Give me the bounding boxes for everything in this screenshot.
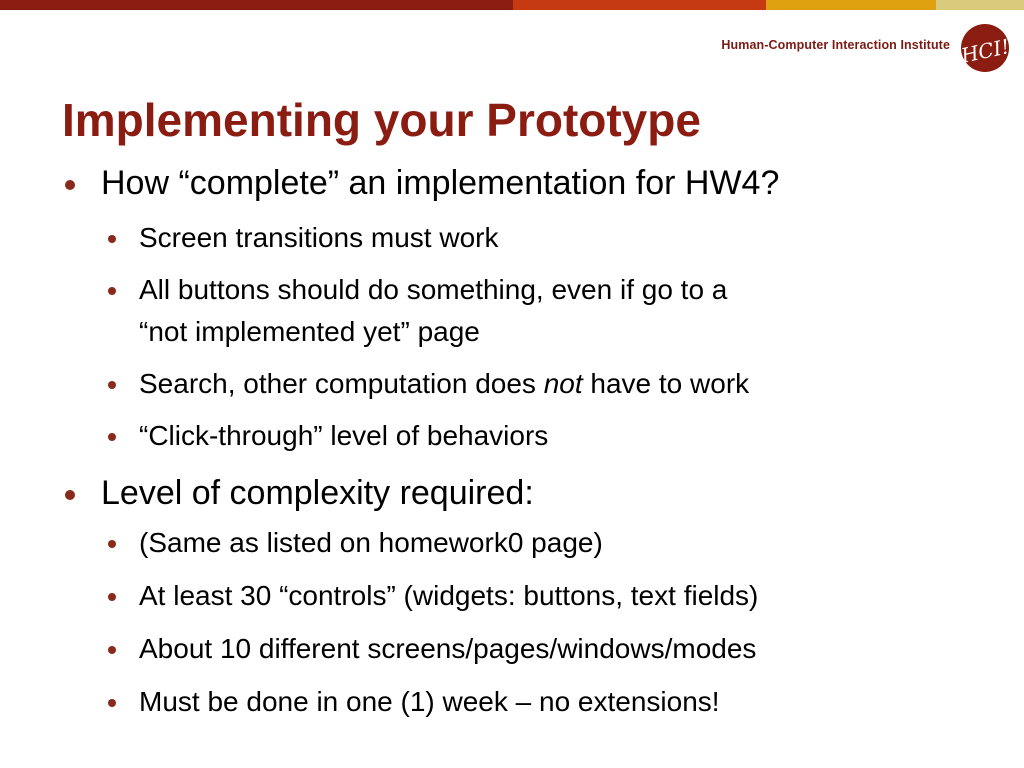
hci-logo-icon — [958, 16, 1012, 74]
logo-lettering: HCI! — [958, 34, 1012, 68]
bar-segment-orange — [513, 0, 766, 10]
sub-bullet-dot — [108, 287, 116, 295]
sub-bullet-dot — [108, 381, 116, 389]
sub-bullet — [101, 575, 992, 617]
bar-segment-tan — [936, 0, 1024, 10]
sub-bullet — [101, 522, 992, 564]
sub-bullet-text: All buttons should do something, even if go to a — [139, 274, 728, 305]
sub-bullet-text: Screen transitions must work — [139, 222, 499, 253]
sub-bullet — [101, 628, 992, 670]
sub-bullet-text: At least 30 “controls” (widgets: buttons, text fields) — [139, 580, 759, 611]
bullet-level1 — [62, 160, 992, 206]
bullet-text: Level of complexity required: — [101, 474, 534, 512]
sub-bullet-dot — [108, 540, 116, 548]
sub-bullet-text — [139, 363, 992, 405]
institute-name: Human-Computer Interaction Institute — [721, 38, 950, 52]
bar-segment-gold — [766, 0, 936, 10]
sub-bullet-text: (Same as listed on homework0 page) — [139, 527, 603, 558]
sub-bullet-dot — [108, 699, 116, 707]
sub-bullet-text-before: Search, other computation does — [139, 368, 544, 399]
slide-content — [62, 160, 992, 723]
bullet-dot — [65, 490, 75, 500]
sub-bullet-dot — [108, 235, 116, 243]
bullet-dot — [65, 180, 75, 190]
sub-bullet-dot — [108, 646, 116, 654]
top-color-bar — [0, 0, 1024, 10]
sub-bullet-dot — [108, 593, 116, 601]
sub-bullet-dot — [108, 433, 116, 441]
sub-bullet — [101, 217, 992, 259]
emphasis-text: not — [543, 368, 583, 399]
sub-bullet-text: “Click-through” level of behaviors — [139, 420, 549, 451]
sub-bullet — [101, 363, 992, 405]
sub-bullet-text-continued: “not implemented yet” page — [139, 316, 480, 347]
sub-bullet-text-after: have to work — [582, 368, 750, 399]
sub-bullet — [101, 681, 992, 723]
bar-segment-dark-red — [0, 0, 513, 10]
sub-bullet-text: About 10 different screens/pages/windows/modes — [139, 633, 757, 664]
slide-title: Implementing your Prototype — [62, 94, 701, 146]
institute-logo — [721, 16, 1012, 74]
sub-bullet-text: Must be done in one (1) week – no extensions! — [139, 686, 720, 717]
bullet-level1 — [62, 470, 992, 516]
sub-bullet — [101, 415, 992, 457]
sub-bullet — [101, 269, 992, 353]
bullet-text: How “complete” an implementation for HW4? — [101, 164, 780, 202]
